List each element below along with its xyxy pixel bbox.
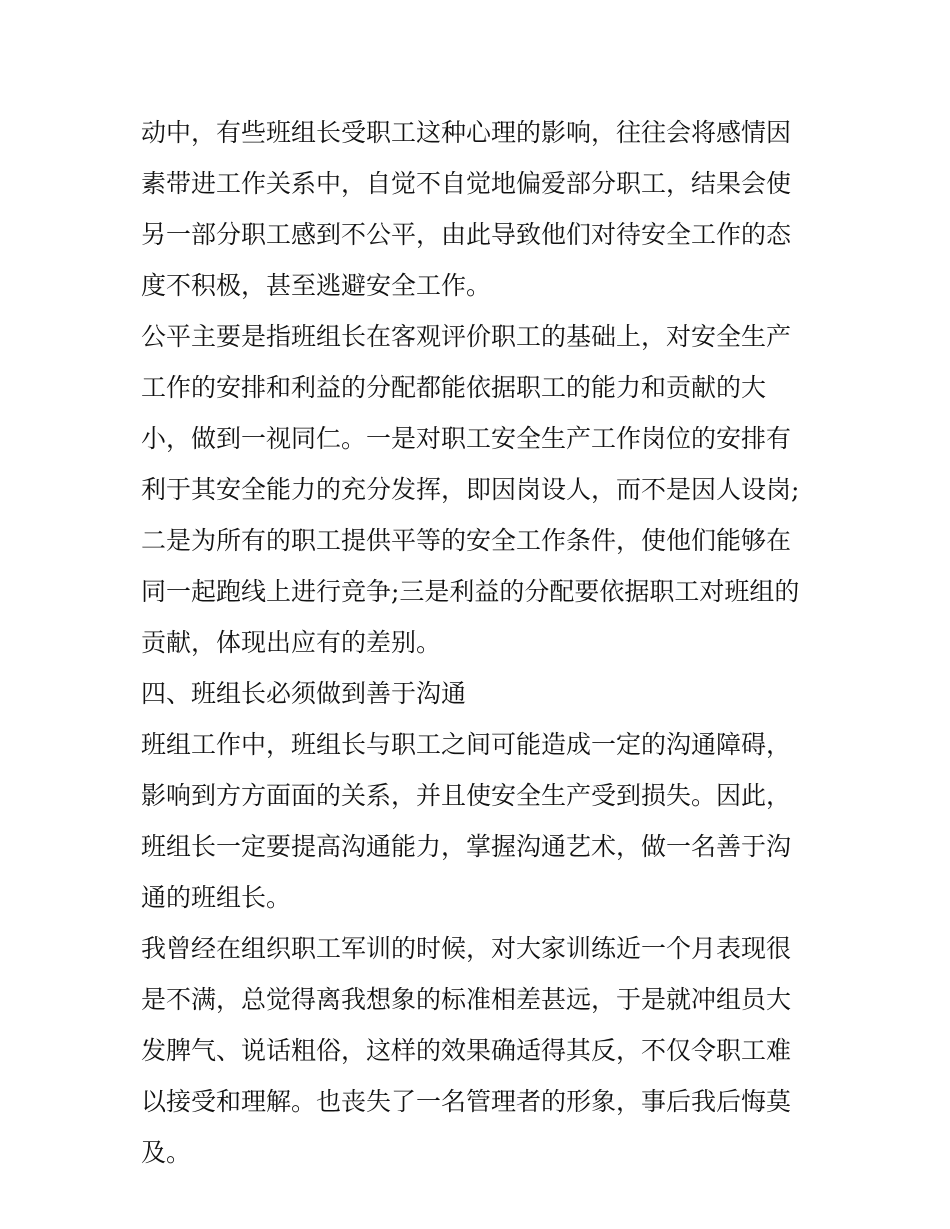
paragraph-4: 我曾经在组织职工军训的时候，对大家训练近一个月表现很是不满，总觉得离我想象的标准相差甚远，于是就冲组员大发脾气、说话粗俗，这样的效果确适得其反，不仅令职工难以接受和理解。也丧失了一名管理者的形象，事后我后悔莫及。: [141, 934, 792, 1167]
section-heading: 四、班组长必须做到善于沟通: [141, 679, 467, 708]
paragraph-3: 班组工作中，班组长与职工之间可能造成一定的沟通障碍，影响到方方面面的关系，并且使安全生产受到损失。因此，班组长一定要提高沟通能力，掌握沟通艺术，做一名善于沟通的班组长。: [141, 730, 792, 912]
paragraph-2: 公平主要是指班组长在客观评价职工的基础上，对安全生产工作的安排和利益的分配都能依据职工的能力和贡献的大小，做到一视同仁。一是对职工安全生产工作岗位的安排有利于其安全能力的充分发挥，即因岗设人，而不是因人设岗;二是为所有的职工提供平等的安全工作条件，使他们能够在同一起跑线上进行竞争;三是利益的分配要依据职工对班组的贡献，体现出应有的差别。: [141, 322, 800, 657]
document-body: [141, 107, 813, 1178]
paragraph-1: 动中，有些班组长受职工这种心理的影响，往往会将感情因素带进工作关系中，自觉不自觉地偏爱部分职工，结果会使另一部分职工感到不公平，由此导致他们对待安全工作的态度不积极，甚至逃避安全工作。: [141, 118, 792, 300]
